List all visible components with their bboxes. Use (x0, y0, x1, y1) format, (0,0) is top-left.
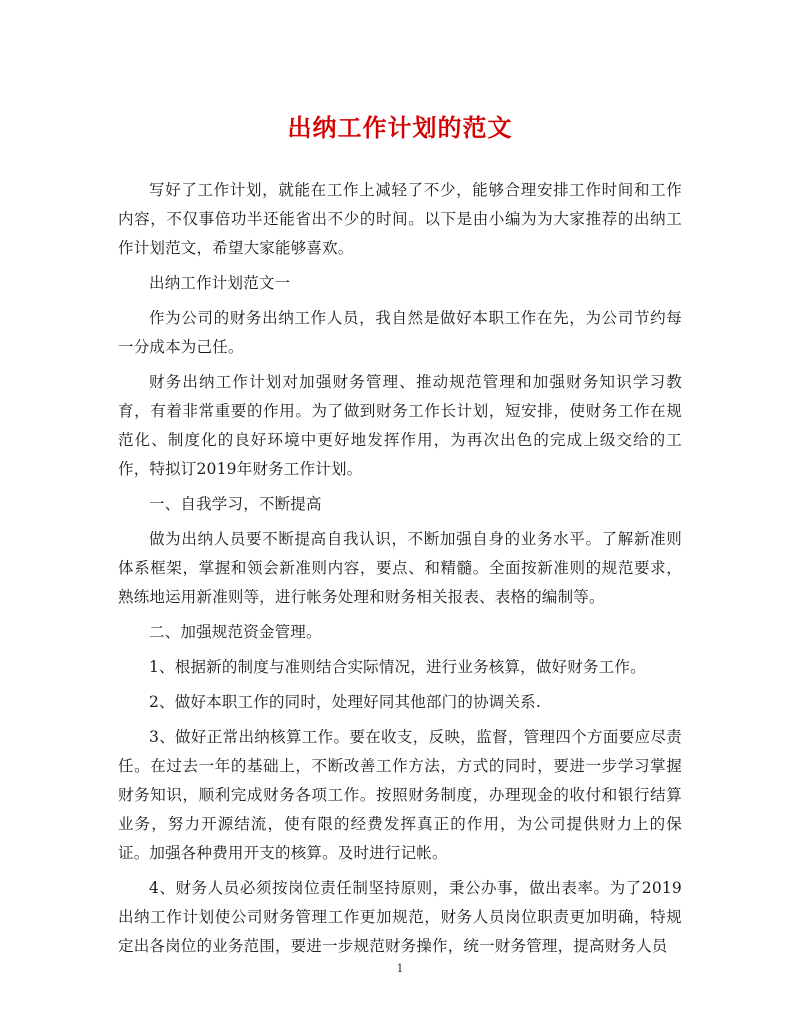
document-body (118, 176, 682, 961)
list-item-4: 4、财务人员必须按岗位责任制坚持原则，秉公办事，做出表率。为了2019出纳工作计划使公司财务管理工作更加规范，财务人员岗位职责更加明确，特规定出各岗位的业务范围，要进一步规范财务操作，统一财务管理，提高财务人员 (118, 879, 682, 955)
paragraph-importance: 财务出纳工作计划对加强财务管理、推动规范管理和加强财务知识学习教育，有着非常重要的作用。为了做到财务工作长计划，短安排，使财务工作在规范化、制度化的良好环境中更好地发挥作用，为再次出色的完成上级交给的工作，特拟订2019年财务工作计划。 (118, 373, 682, 478)
list-item-3: 3、做好正常出纳核算工作。要在收支，反映，监督，管理四个方面要应尽责任。在过去一年的基础上，不断改善工作方法，方式的同时，要进一步学习掌握财务知识，顺利完成财务各项工作。按照财务制度，办理现金的收付和银行结算业务，努力开源结流，使有限的经费发挥真正的作用，为公司提供财力上的保证。加强各种费用开支的核算。及时进行记帐。 (118, 728, 682, 862)
paragraph-role: 作为公司的财务出纳工作人员，我自然是做好本职工作在先，为公司节约每一分成本为己任。 (118, 309, 682, 356)
section-heading-sample-one: 出纳工作计划范文一 (149, 274, 291, 292)
section-heading-fund-management: 二、加强规范资金管理。 (149, 623, 322, 641)
paragraph-self-study: 做为出纳人员要不断提高自我认识，不断加强自身的业务水平。了解新准则体系框架，掌握和领会新准则内容，要点、和精髓。全面按新准则的规范要求，熟练地运用新准则等，进行帐务处理和财务相关报表、表格的编制等。 (118, 530, 682, 606)
section-heading-self-study: 一、自我学习，不断提高 (149, 495, 322, 513)
page-number: 1 (396, 962, 404, 975)
list-item-1: 1、根据新的制度与准则结合实际情况，进行业务核算，做好财务工作。 (149, 658, 646, 676)
document-title: 出纳工作计划的范文 (287, 113, 513, 142)
list-item-2: 2、做好本职工作的同时，处理好同其他部门的协调关系. (149, 693, 541, 711)
paragraph-intro: 写好了工作计划，就能在工作上减轻了不少，能够合理安排工作时间和工作内容，不仅事倍功半还能省出不少的时间。以下是由小编为为大家推荐的出纳工作计划范文，希望大家能够喜欢。 (118, 181, 682, 257)
